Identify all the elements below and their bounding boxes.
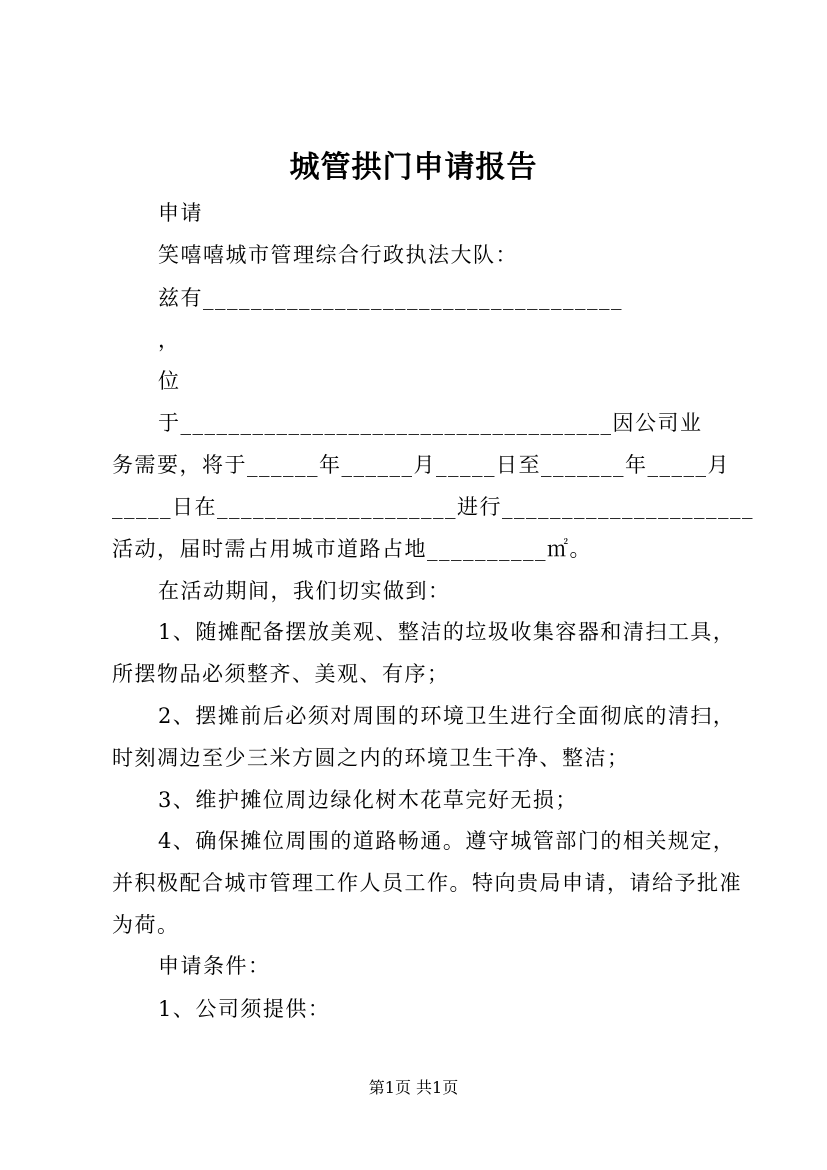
item-2-line-2: 时刻凋边至少三米方圆之内的环境卫生干净、整洁； — [112, 746, 630, 770]
item-2-line-1: 2、摆摊前后必须对周围的环境卫生进行全面彻底的清扫， — [158, 704, 736, 728]
item-4-line-2: 并积极配合城市管理工作人员工作。特向贵局申请，请给予批准 — [112, 871, 742, 895]
applicant-line: 兹有___________________________________ — [158, 286, 623, 310]
location-prefix: 位 — [158, 369, 181, 393]
addressee: 笑嘻嘻城市管理综合行政执法大队： — [158, 243, 518, 267]
item-4-line-1: 4、确保摊位周围的道路畅通。遵守城管部门的相关规定， — [158, 829, 736, 853]
salutation-prefix: 申请 — [158, 201, 203, 225]
item-4-line-3: 为荷。 — [112, 913, 180, 937]
comma-line: ， — [158, 328, 181, 352]
area-line: 活动，届时需占用城市道路占地__________㎡。 — [112, 537, 592, 561]
conditions-heading: 申请条件： — [158, 954, 271, 978]
condition-1: 1、公司须提供： — [158, 997, 331, 1021]
date-line: 务需要，将于______年______月_____日至_______年_____月 — [112, 453, 730, 477]
commitment-intro: 在活动期间，我们切实做到： — [158, 579, 451, 603]
item-1-line-1: 1、随摊配备摆放美观、整洁的垃圾收集容器和清扫工具， — [158, 620, 736, 644]
activity-line: _____日在____________________进行_____________________ — [112, 495, 754, 519]
page-footer: 第1页 共1页 — [368, 1078, 459, 1097]
document-title: 城管拱门申请报告 — [289, 150, 538, 185]
item-3: 3、维护摊位周边绿化树木花草完好无损； — [158, 788, 578, 812]
item-1-line-2: 所摆物品必须整齐、美观、有序； — [112, 662, 450, 686]
location-line: 于____________________________________因公司业 — [158, 411, 703, 435]
